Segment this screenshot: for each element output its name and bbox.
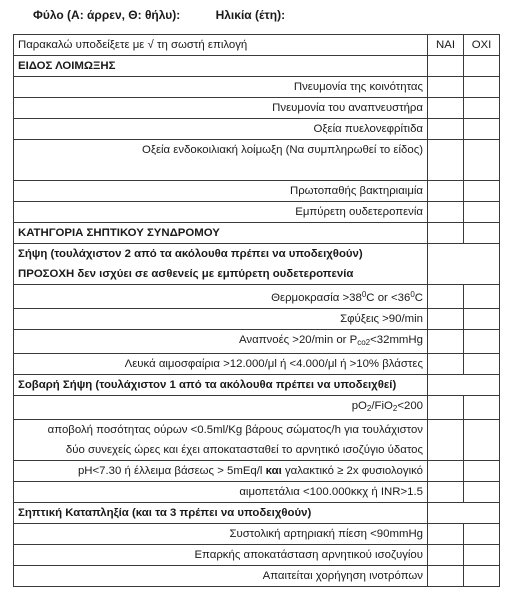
no-checkbox-cell[interactable]	[464, 119, 500, 140]
no-checkbox-cell[interactable]	[464, 566, 500, 587]
shock-item: Απαιτείται χορήγηση ινοτρόπων	[14, 566, 428, 587]
sepsis-header-blank	[428, 244, 500, 285]
table-header-row	[14, 35, 500, 56]
yes-checkbox-cell[interactable]	[428, 524, 464, 545]
shock-item: Συστολική αρτηριακή πίεση <90mmHg	[14, 524, 428, 545]
yes-checkbox-cell[interactable]	[428, 482, 464, 503]
table-row	[14, 98, 500, 119]
table-row	[14, 461, 500, 482]
sex-label: Φύλο (Α: άρρεν, Θ: θήλυ):	[33, 8, 181, 22]
no-checkbox-cell[interactable]	[464, 309, 500, 330]
no-cell	[464, 56, 500, 77]
yes-checkbox-cell[interactable]	[428, 77, 464, 98]
table-row	[14, 354, 500, 375]
severe-sepsis-header-row	[14, 375, 500, 396]
infection-section-title: ΕΙΔΟΣ ΛΟΙΜΩΞΗΣ	[14, 56, 428, 77]
shock-header-blank	[428, 503, 500, 524]
no-checkbox-cell[interactable]	[464, 461, 500, 482]
table-row	[14, 140, 500, 181]
table-row	[14, 566, 500, 587]
yes-checkbox-cell[interactable]	[428, 309, 464, 330]
yes-checkbox-cell[interactable]	[428, 330, 464, 354]
yes-checkbox-cell[interactable]	[428, 119, 464, 140]
yes-checkbox-cell[interactable]	[428, 566, 464, 587]
sepsis-header-cell	[14, 244, 428, 285]
sepsis-category-title: ΚΑΤΗΓΟΡΙΑ ΣΗΠΤΙΚΟΥ ΣΥΝΔΡΟΜΟΥ	[14, 223, 428, 244]
septic-shock-title: Σηπτική Καταπληξία (και τα 3 πρέπει να υποδειχθούν)	[14, 503, 428, 524]
platelets-item: αιμοπετάλια <100.000κκχ ή INR>1.5	[14, 482, 428, 503]
no-checkbox-cell[interactable]	[464, 202, 500, 223]
table-row	[14, 202, 500, 223]
no-checkbox-cell[interactable]	[464, 330, 500, 354]
no-checkbox-cell[interactable]	[464, 396, 500, 420]
table-row	[14, 482, 500, 503]
no-checkbox-cell[interactable]	[464, 181, 500, 202]
sepsis-note: ΠΡΟΣΟΧΗ δεν ισχύει σε ασθενείς με εμπύρετη ουδετεροπενία	[18, 268, 354, 280]
yes-checkbox-cell[interactable]	[428, 285, 464, 309]
age-label: Ηλικία (έτη):	[215, 8, 286, 22]
table-row	[14, 77, 500, 98]
respiration-item: Αναπνοές >20/min or $P_{co2}<32mmHg$	[14, 330, 428, 354]
form-header	[33, 8, 317, 22]
yes-checkbox-cell[interactable]	[428, 420, 464, 461]
no-checkbox-cell[interactable]	[464, 98, 500, 119]
yes-checkbox-cell[interactable]	[428, 545, 464, 566]
table-row	[14, 285, 500, 309]
sepsis-header-row	[14, 244, 500, 285]
table-row	[14, 309, 500, 330]
yes-checkbox-cell[interactable]	[428, 396, 464, 420]
infection-item: Πνευμονία της κοινότητας	[14, 77, 428, 98]
ph-item: pH<7.30 ή έλλειμα βάσεως > 5mEq/l και γαλακτικό ≥ 2x φυσιολογικό	[14, 461, 428, 482]
yes-checkbox-cell[interactable]	[428, 461, 464, 482]
table-row	[14, 330, 500, 354]
table-row	[14, 119, 500, 140]
yes-checkbox-cell[interactable]	[428, 181, 464, 202]
instruction-text: Παρακαλώ υποδείξετε με √ τη σωστή επιλογή	[14, 35, 428, 56]
table-row	[14, 396, 500, 420]
table-row	[14, 545, 500, 566]
wbc-item: Λευκά αιμοσφαίρια >12.000/μl ή <4.000/μl ή >10% βλάστες	[14, 354, 428, 375]
yes-checkbox-cell[interactable]	[428, 202, 464, 223]
no-checkbox-cell[interactable]	[464, 354, 500, 375]
urine-item: αποβολή ποσότητας ούρων <0.5ml/Kg βάρους σώματος/h για τουλάχιστον δύο συνεχείς ώρες και έχει αποκατασταθεί το αρνητικό ισοζύγιο ύδατος	[14, 420, 428, 461]
infection-item: Πρωτοπαθής βακτηριαιμία	[14, 181, 428, 202]
no-column-header: ΟΧΙ	[464, 35, 500, 56]
yes-cell	[428, 223, 464, 244]
section-sepsis-category-row	[14, 223, 500, 244]
septic-shock-header-row	[14, 503, 500, 524]
no-checkbox-cell[interactable]	[464, 77, 500, 98]
no-checkbox-cell[interactable]	[464, 285, 500, 309]
sepsis-form-table	[13, 34, 500, 587]
no-checkbox-cell[interactable]	[464, 524, 500, 545]
table-row	[14, 181, 500, 202]
yes-cell	[428, 56, 464, 77]
yes-checkbox-cell[interactable]	[428, 98, 464, 119]
table-row	[14, 420, 500, 461]
no-checkbox-cell[interactable]	[464, 140, 500, 181]
severe-sepsis-title: Σοβαρή Σήψη (τουλάχιστον 1 από τα ακόλουθα πρέπει να υποδειχθεί)	[14, 375, 428, 396]
no-checkbox-cell[interactable]	[464, 545, 500, 566]
no-cell	[464, 223, 500, 244]
infection-item: Οξεία πυελονεφρίτιδα	[14, 119, 428, 140]
temperature-item: $\Theta\varepsilon\rho\mu o\kappa\rho\alpha\sigma ί\alpha >38^0C$ or $<36^0C$	[14, 285, 428, 309]
yes-column-header: ΝΑΙ	[428, 35, 464, 56]
severe-header-blank	[428, 375, 500, 396]
yes-checkbox-cell[interactable]	[428, 354, 464, 375]
infection-item: Οξεία ενδοκοιλιακή λοίμωξη (Να συμπληρωθεί το είδος)	[14, 140, 428, 181]
infection-item: Πνευμονία του αναπνευστήρα	[14, 98, 428, 119]
table-row	[14, 524, 500, 545]
no-checkbox-cell[interactable]	[464, 420, 500, 461]
sepsis-title: Σήψη (τουλάχιστον 2 από τα ακόλουθα πρέπει να υποδειχθούν)	[18, 248, 363, 260]
pulse-item: Σφύξεις >90/min	[14, 309, 428, 330]
infection-item: Εμπύρετη ουδετεροπενία	[14, 202, 428, 223]
shock-item: Επαρκής αποκατάσταση αρνητικού ισοζυγίου	[14, 545, 428, 566]
section-infection-row	[14, 56, 500, 77]
po2-item: $pO_2/FiO_2<200$	[14, 396, 428, 420]
yes-checkbox-cell[interactable]	[428, 140, 464, 181]
no-checkbox-cell[interactable]	[464, 482, 500, 503]
